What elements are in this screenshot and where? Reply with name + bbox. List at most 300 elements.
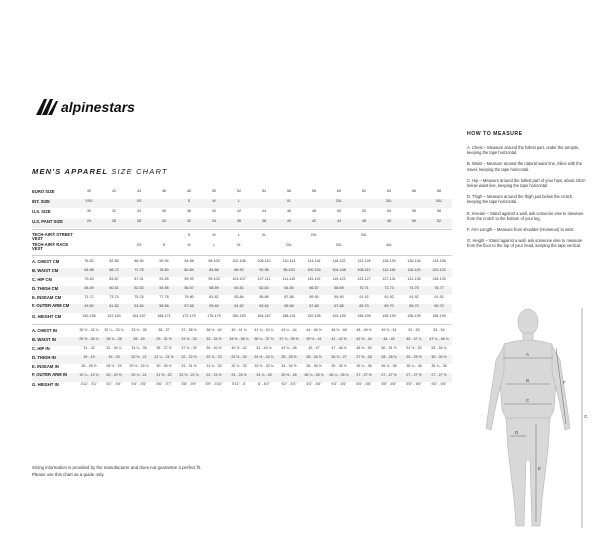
table-cell: 27 - 27 ½ <box>356 373 372 377</box>
table-cell: 22 - 22 ½ <box>181 355 197 359</box>
table-cell: 66-67 <box>309 286 319 290</box>
body-measurement-figure <box>466 300 592 536</box>
table-cell: 51 ½ - 53 <box>406 346 422 350</box>
table-cell: 172-175 <box>182 314 196 318</box>
table-cell: XXS <box>85 199 93 203</box>
table-cell: 37 ½ - 39 <box>181 346 197 350</box>
figure-label-f: F <box>563 380 566 385</box>
table-cell: 27 - 27 ½ <box>431 373 447 377</box>
table-row <box>32 328 452 337</box>
table-cell: 19 - 20 <box>108 355 120 359</box>
table-cell: 46 <box>362 219 366 223</box>
table-cell: 79-80 <box>184 295 194 299</box>
row-label: B. WAIST CM <box>32 268 59 273</box>
how-to-measure-item: E. Inseam – Stand against a wall, ask someone else to measure from the crotch to the bottom of your leg. <box>467 210 584 221</box>
table-cell: 58 <box>312 189 316 193</box>
table-row <box>32 382 452 391</box>
table-cell: 42 ½ - 44 <box>356 337 372 341</box>
table-cell: 98-102 <box>208 259 220 263</box>
table-cell: 35 ¾ - 36 <box>356 364 372 368</box>
table-cell: 56 <box>287 189 291 193</box>
table-cell: 71-72 <box>84 295 94 299</box>
table-cell: 196-199 <box>382 314 396 318</box>
table-cell: 33 ½ - 33 ¾ <box>254 364 274 368</box>
table-cell: 67-68 <box>309 304 319 308</box>
table-cell: 150-156 <box>82 314 96 318</box>
table-cell: 24 - 24 ½ <box>231 373 247 377</box>
table-cell: 48 <box>387 219 391 223</box>
table-cell: M <box>187 243 191 247</box>
table-cell: XL <box>236 243 242 247</box>
alpinestars-logo <box>34 96 164 118</box>
table-cell: 25 ½ - 26 ¾ <box>79 337 99 341</box>
table-cell: 28 - 28 ¾ <box>381 355 397 359</box>
table-cell: 73-74 <box>109 295 119 299</box>
table-cell: 55-56 <box>159 304 169 308</box>
table-cell: M <box>212 233 216 237</box>
table-cell: L <box>213 243 215 247</box>
table-cell: 64-65 <box>284 286 294 290</box>
table-cell: 6'3" - 6'5" <box>306 382 322 386</box>
table-cell: 36 ¼ - 37 ¾ <box>254 337 274 341</box>
table-cell: L <box>238 233 240 237</box>
how-to-measure-panel <box>467 131 587 255</box>
row-label: TECH-AIR® RACE VEST <box>32 242 69 252</box>
table-cell: 176-179 <box>207 314 221 318</box>
table-cell: 44 - 46 ½ <box>306 328 322 332</box>
table-cell: 37 - 38 ½ <box>181 328 197 332</box>
table-row <box>32 209 452 218</box>
table-cell: 34 <box>137 209 141 213</box>
table-cell: 106-110 <box>257 259 271 263</box>
table-cell: 46 <box>162 189 166 193</box>
table-cell: 50 <box>337 209 341 213</box>
row-label: G. HEIGHT CM <box>32 314 62 319</box>
table-row <box>32 364 452 373</box>
table-cell: 67-68 <box>334 304 344 308</box>
table-cell: 28 <box>137 219 141 223</box>
table-cell: 192-195 <box>332 314 346 318</box>
table-cell: 5'9" - 5'10" <box>205 382 223 386</box>
table-cell: 33 - 34 ½ <box>206 337 222 341</box>
table-cell: M <box>212 199 216 203</box>
row-label: INT. SIZE <box>32 199 50 204</box>
table-cell: 3XL <box>385 199 393 203</box>
table-row <box>32 243 452 252</box>
table-cell: 40 - 41 ¾ <box>231 328 247 332</box>
table-cell: 84-88 <box>209 268 219 272</box>
table-cell: 43 ¼ - 44 <box>281 328 297 332</box>
figure-label-d: D <box>515 430 519 435</box>
table-cell: 91-95 <box>159 277 169 281</box>
table-cell: 130-134 <box>407 259 421 263</box>
table-cell: 82-86 <box>109 259 119 263</box>
table-cell: 32 ¼ - 33 ¾ <box>104 328 124 332</box>
how-to-measure-item: B. Waist – Measure around the natural waist line, inline with the navel, keeping the tape horizontal. <box>467 161 582 172</box>
table-cell: 31 ¾ - 32 <box>206 364 222 368</box>
table-cell: 29 - 29 ½ <box>406 355 422 359</box>
table-cell: 48 ½ - 50 <box>356 346 372 350</box>
table-cell: 126-130 <box>382 259 396 263</box>
row-label: B. WAIST IN <box>32 337 56 342</box>
table-row <box>32 337 452 346</box>
row-label: C. HIP CM <box>32 277 52 282</box>
table-cell: 65-66 <box>284 304 294 308</box>
table-cell: 100-104 <box>307 268 321 272</box>
chart-title-thin: SIZE CHART <box>111 167 168 176</box>
table-cell: 76-77 <box>434 286 444 290</box>
table-row <box>32 219 452 228</box>
table-cell: 26 ¾ - 28 <box>106 337 122 341</box>
table-cell: 51-52 <box>109 304 119 308</box>
table-cell: 68-69 <box>334 286 344 290</box>
table-cell: 39 - 40 ½ <box>206 346 222 350</box>
table-cell: 76-82 <box>84 259 94 263</box>
table-cell: 196-199 <box>432 314 446 318</box>
table-cell: 79-83 <box>84 277 94 281</box>
table-cell: 123-127 <box>357 277 371 281</box>
table-cell: S <box>162 243 166 247</box>
table-cell: 69-70 <box>359 304 369 308</box>
table-cell: 42 - 43 ¾ <box>256 346 272 350</box>
table-cell: 168-171 <box>157 314 171 318</box>
table-cell: 28 - 29 <box>133 337 145 341</box>
table-row <box>32 199 452 208</box>
row-label: U.S. SIZE <box>32 209 51 214</box>
table-cell: 85-86 <box>259 295 269 299</box>
table-cell: 45 - 47 ¼ <box>406 337 422 341</box>
table-cell: 50 <box>412 219 416 223</box>
table-cell: 96-100 <box>283 268 295 272</box>
how-to-measure-item: C. Hip – Measure around the fullest part of your hips, about 20cm below waist line, keeping the tape horizontal. <box>467 177 586 189</box>
row-label: D. THIGH IN <box>32 355 56 360</box>
table-cell: 58-59 <box>209 286 219 290</box>
table-cell: 90-94 <box>159 259 169 263</box>
table-cell: 157-163 <box>107 314 121 318</box>
table-cell: 62-63 <box>259 286 269 290</box>
table-cell: 36 <box>237 219 241 223</box>
table-cell: 61-62 <box>234 304 244 308</box>
table-cell: 20 - 20 ½ <box>106 373 122 377</box>
disclaimer-line: Please use this chart as a guide only. <box>32 472 105 477</box>
table-cell: 131-135 <box>407 277 421 281</box>
table-cell: 5'11" - 6' <box>232 382 246 386</box>
table-cell: 135-139 <box>432 277 446 281</box>
table-row <box>32 268 452 277</box>
table-cell: 92-96 <box>259 268 269 272</box>
table-cell: 54 <box>387 209 391 213</box>
table-cell: 38 <box>187 209 191 213</box>
table-cell: 91-92 <box>434 295 444 299</box>
how-to-measure-item: A. Chest – Measure around the fullest part, under the armpits, keeping the tape horizontal. <box>467 145 580 156</box>
table-cell: 112-116 <box>382 268 396 272</box>
table-cell: 40 <box>87 189 91 193</box>
table-row <box>32 259 452 268</box>
table-cell: XS <box>136 243 142 247</box>
figure-label-b: B <box>526 378 530 383</box>
table-cell: 95-99 <box>184 277 194 281</box>
table-cell: 26 ¾ - 27 <box>331 355 347 359</box>
table-cell: 91-92 <box>409 295 419 299</box>
table-cell: 24 ¾ - 25 <box>256 373 272 377</box>
table-cell: 26 <box>112 219 116 223</box>
table-cell: 29 - 31 ½ <box>156 337 172 341</box>
table-cell: 53 - 54 <box>433 328 445 332</box>
table-row <box>32 277 452 286</box>
table-cell: 5'6" - 5'7" <box>156 382 172 386</box>
table-cell: 39 ½ - 41 <box>306 337 322 341</box>
table-cell: 31 - 31 ½ <box>181 364 197 368</box>
table-cell: 22 ½ - 22 ¾ <box>179 373 199 377</box>
table-cell: 40 <box>287 219 291 223</box>
table-cell: 59-60 <box>209 304 219 308</box>
how-to-measure-title: HOW TO MEASURE <box>467 131 523 137</box>
table-cell: XL <box>286 199 292 203</box>
table-cell: 50 <box>212 189 216 193</box>
row-label: A. CHEST CM <box>32 259 60 264</box>
table-cell: 94-98 <box>184 259 194 263</box>
table-cell: 23 - 23 ½ <box>206 373 222 377</box>
table-row <box>32 304 452 313</box>
table-cell: 23 ½ - 24 <box>231 355 247 359</box>
table-cell: 102-106 <box>232 259 246 263</box>
table-cell: 43 ¾ - 45 <box>281 346 297 350</box>
table-cell: 88-92 <box>234 268 244 272</box>
table-cell: S <box>187 233 191 237</box>
table-cell: 184-187 <box>257 314 271 318</box>
table-cell: 25 ½ - 26 <box>281 373 297 377</box>
table-cell: 4XL <box>435 199 443 203</box>
table-cell: 91-92 <box>384 295 394 299</box>
table-cell: 34 - 34 ½ <box>281 364 297 368</box>
chart-title <box>32 167 168 176</box>
table-cell: 86-90 <box>134 259 144 263</box>
table-cell: 87-88 <box>284 295 294 299</box>
table-cell: 4XL <box>385 243 393 247</box>
table-cell: 24 <box>87 219 91 223</box>
row-label: TECH-AIR® STREET VEST <box>32 232 73 242</box>
table-cell: S <box>187 199 191 203</box>
table-cell: 6'3" - 6'5" <box>331 382 347 386</box>
table-cell: 104-108 <box>332 268 346 272</box>
table-cell: 27 ½ - 28 <box>356 355 372 359</box>
table-cell: 64 <box>387 189 391 193</box>
table-cell: 50 - 51 ½ <box>381 346 397 350</box>
table-cell: 30 <box>87 209 91 213</box>
table-cell: 122-126 <box>357 259 371 263</box>
table-row <box>32 355 452 364</box>
table-cell: 44 <box>337 219 341 223</box>
table-cell: 56 <box>412 209 416 213</box>
table-cell: 188-191 <box>282 314 296 318</box>
table-cell: 27 - 27 ½ <box>406 373 422 377</box>
table-cell: 50-51 <box>109 286 119 290</box>
table-row <box>32 286 452 295</box>
row-label: E. INSEAM IN <box>32 364 59 369</box>
table-cell: 49 ½ - 51 <box>381 328 397 332</box>
table-cell: 28 - 28 ½ <box>81 364 97 368</box>
table-cell: 28 ½ - 29 <box>106 364 122 368</box>
table-cell: 81-82 <box>209 295 219 299</box>
table-cell: 56-57 <box>184 286 194 290</box>
table-cell: 83-87 <box>109 277 119 281</box>
table-divider <box>32 229 452 230</box>
table-cell: 34 <box>212 219 216 223</box>
table-cell: 53 - 54 ¾ <box>431 346 447 350</box>
table-cell: 30 ½ - 32 ¼ <box>79 328 99 332</box>
table-cell: 46 <box>287 209 291 213</box>
table-cell: 35 - 37 ½ <box>156 346 172 350</box>
table-cell: 48 - 49 ½ <box>356 328 372 332</box>
row-label: G. HEIGHT IN <box>32 382 59 387</box>
table-cell: XS <box>136 199 142 203</box>
table-cell: 103-107 <box>232 277 246 281</box>
table-cell: 68-72 <box>109 268 119 272</box>
row-label: F. OUTER ARM CM <box>32 303 70 308</box>
table-cell: 196-199 <box>407 314 421 318</box>
table-cell: 5'2" - 5'4" <box>106 382 122 386</box>
table-cell: 89-90 <box>309 295 319 299</box>
table-cell: 19 - 19 <box>83 355 95 359</box>
table-cell: 75-76 <box>134 295 144 299</box>
table-cell: 6'5" - 6'6" <box>406 382 422 386</box>
table-cell: 68 <box>437 189 441 193</box>
table-cell: 44 - 45 <box>383 337 395 341</box>
table-cell: 54 <box>262 189 266 193</box>
table-cell: 60-61 <box>234 286 244 290</box>
table-row <box>32 233 452 242</box>
table-cell: 24 ½ - 24 ¾ <box>254 355 274 359</box>
table-cell: 35 - 37 <box>158 328 170 332</box>
row-label: A. CHEST IN <box>32 328 57 333</box>
table-cell: 52 <box>437 219 441 223</box>
table-cell: 62 <box>362 189 366 193</box>
table-cell: 25 - 25 ½ <box>281 355 297 359</box>
how-to-measure-item: G. Height – Stand against a wall, ask someone else to measure from the floor to the top of your head, keeping the tape vertical. <box>467 238 583 249</box>
table-cell: 52 <box>237 189 241 193</box>
table-cell: 34 ¼ - 35 <box>131 346 147 350</box>
table-cell: 116-120 <box>407 268 421 272</box>
table-row <box>32 314 452 323</box>
table-cell: 21 ¼ - 21 ½ <box>154 355 174 359</box>
table-cell: 164-167 <box>132 314 146 318</box>
table-cell: 108-112 <box>357 268 371 272</box>
table-cell: 30 <box>162 219 166 223</box>
table-cell: 41 ¾ - 43 ¼ <box>254 328 274 332</box>
figure-label-g: G <box>584 414 588 419</box>
table-cell: 196-199 <box>357 314 371 318</box>
table-cell: 69-70 <box>409 304 419 308</box>
table-cell: 2XL <box>335 199 343 203</box>
table-cell: 69-70 <box>384 304 394 308</box>
table-cell: 114-118 <box>307 259 321 263</box>
table-row <box>32 346 452 355</box>
table-cell: 115-119 <box>307 277 321 281</box>
table-cell: 41 - 42 ½ <box>331 337 347 341</box>
table-row <box>32 189 452 198</box>
table-cell: 48 <box>312 209 316 213</box>
table-cell: 69-70 <box>434 304 444 308</box>
table-cell: 35 ¾ - 36 <box>381 364 397 368</box>
table-cell: 47 ¼ - 48 ¾ <box>429 337 449 341</box>
table-cell: 38 ½ - 40 <box>206 328 222 332</box>
table-cell: 35 ¾ - 36 <box>431 364 447 368</box>
table-row <box>32 295 452 304</box>
table-cell: 2XL <box>310 233 318 237</box>
table-cell: 52 <box>362 209 366 213</box>
table-cell: 42 <box>237 209 241 213</box>
table-cell: 6'5" - 6'6" <box>381 382 397 386</box>
table-cell: 180-183 <box>232 314 246 318</box>
table-cell: 134-138 <box>432 259 446 263</box>
table-cell: 35 - 35 ½ <box>331 364 347 368</box>
table-cell: 26 ¼ - 26 ¾ <box>304 373 324 377</box>
row-label: C. HIP IN <box>32 346 50 351</box>
table-cell: 34 ½ - 36 ¼ <box>229 337 249 341</box>
table-cell: 57-58 <box>184 304 194 308</box>
table-cell: 83-84 <box>234 295 244 299</box>
table-cell: 6' - 6'2" <box>258 382 270 386</box>
table-cell: 47 - 48 ½ <box>331 346 347 350</box>
table-cell: 29 ½ - 29 ¾ <box>129 364 149 368</box>
how-to-measure-item: D. Thigh – Measure around the thigh just below the crotch, keeping the tape horizontal. <box>467 194 574 205</box>
table-cell: 107-111 <box>257 277 271 281</box>
table-divider <box>32 324 452 325</box>
table-cell: 44 <box>137 189 141 193</box>
table-cell: 5'4" - 5'5" <box>131 382 147 386</box>
table-cell: 40 ½ - 42 <box>231 346 247 350</box>
table-cell: 72-73 <box>384 286 394 290</box>
table-cell: 3XL <box>335 243 343 247</box>
row-label: U.S. PANT SIZE <box>32 219 63 224</box>
table-cell: 19 ¼ - 19 ¾ <box>79 373 99 377</box>
row-label: EURO SIZE <box>32 189 55 194</box>
row-label: F. OUTER ARM IN <box>32 372 67 377</box>
table-cell: 45 - 47 <box>308 346 320 350</box>
table-cell: 60 <box>337 189 341 193</box>
table-cell: 42 <box>112 189 116 193</box>
table-cell: 46 ½ - 48 <box>331 328 347 332</box>
table-cell: 70-71 <box>359 286 369 290</box>
disclaimer <box>32 464 201 478</box>
chart-title-bold: MEN'S APPAREL <box>32 167 109 176</box>
table-cell: 32 ½ - 33 <box>231 364 247 368</box>
table-cell: 44 <box>262 209 266 213</box>
table-cell: 4'11" - 5'1" <box>80 382 98 386</box>
figure-label-c: C <box>526 398 530 403</box>
table-cell: 31 ½ - 33 <box>181 337 197 341</box>
table-cell: 20 ¾ - 21 <box>131 373 147 377</box>
table-cell: 6'5" - 6'6" <box>431 382 447 386</box>
table-cell: 6'2" - 6'3" <box>281 382 297 386</box>
table-cell: 110-114 <box>282 259 296 263</box>
table-cell: XL <box>261 233 267 237</box>
row-label: D. THIGH CM <box>32 286 59 291</box>
table-cell: 5'8" - 5'9" <box>181 382 197 386</box>
table-cell: 99-103 <box>208 277 220 281</box>
table-cell: 76-80 <box>159 268 169 272</box>
table-cell: 42 <box>312 219 316 223</box>
table-cell: 40 <box>212 209 216 213</box>
table-cell: 32 <box>187 219 191 223</box>
table-cell: 64-68 <box>84 268 94 272</box>
table-cell: 91-92 <box>359 295 369 299</box>
table-cell: 31 - 32 <box>83 346 95 350</box>
table-cell: 3XL <box>360 233 368 237</box>
table-cell: 87-91 <box>134 277 144 281</box>
table-cell: L <box>238 199 240 203</box>
table-cell: 118-122 <box>332 259 346 263</box>
